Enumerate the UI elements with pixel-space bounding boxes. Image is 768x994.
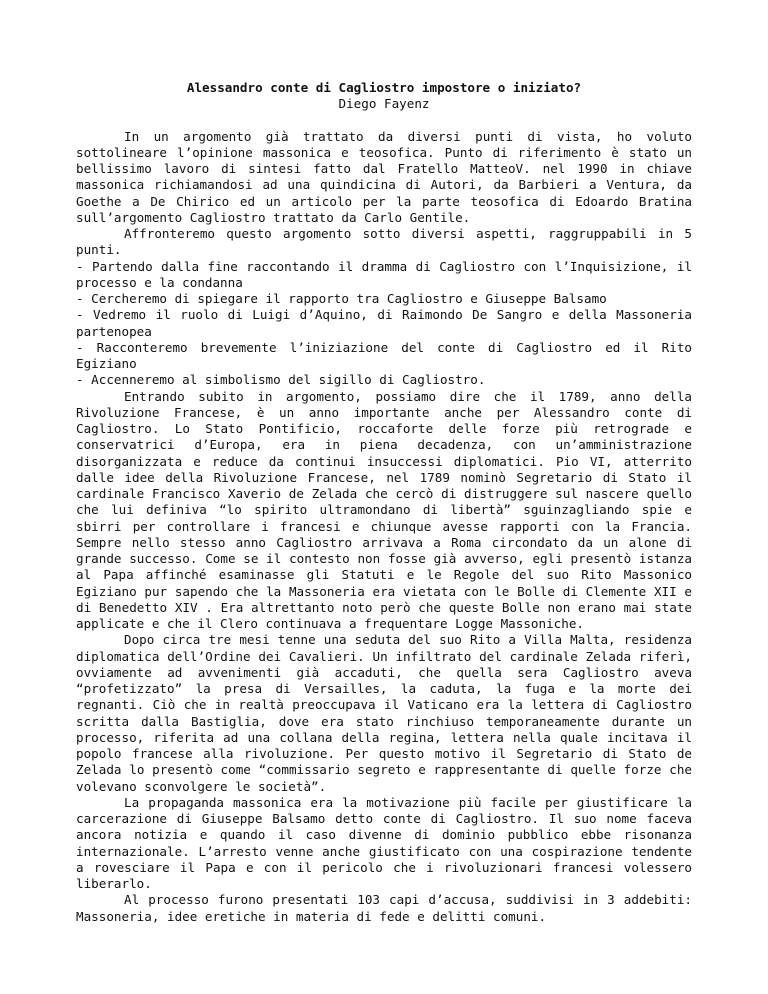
paragraph-body: La propaganda massonica era la motivazione più facile per giustificare la carcerazione di Giuseppe Balsamo detto conte di Cagliostro. Il suo nome faceva ancora notizia e quando il caso divenne di dominio pubblico ebbe risonanza internazionale. L’arresto venne anche giustificato con una cospirazione tendente a rovesciare il Papa e con il pericolo che i rivoluzionari francesi volessero liberarlo. [76, 794, 692, 891]
outline-point: - Accenneremo al simbolismo del sigillo di Cagliostro. [76, 372, 486, 388]
paragraph-outline-intro: Affronteremo questo argomento sotto diversi aspetti, raggruppabili in 5 punti. [76, 226, 692, 258]
outline-point: - Racconteremo brevemente l’iniziazione del conte di Cagliostro ed il Rito Egiziano [76, 339, 692, 371]
outline-point: - Vedremo il ruolo di Luigi d’Aquino, di Raimondo De Sangro e della Massoneria partenopea [76, 307, 692, 339]
document-author: Diego Fayenz [338, 96, 430, 112]
paragraph-intro: In un argomento già trattato da diversi punti di vista, ho voluto sottolineare l’opinione massonica e teosofica. Punto di riferimento è stato un bellissimo lavoro di sintesi fatto dal Fratello MatteoV. nel 1990 in chiave massonica richiamandosi ad una quindicina di Autori, da Barbieri a Ventura, da Goethe a De Chirico ed un articolo per la parte teosofica di Edoardo Bratina sull’argomento Cagliostro trattato da Carlo Gentile. [76, 128, 692, 225]
outline-point: - Cercheremo di spiegare il rapporto tra Cagliostro e Giuseppe Balsamo [76, 291, 607, 306]
paragraph-body: Dopo circa tre mesi tenne una seduta del suo Rito a Villa Malta, residenza diplomatica dell’Ordine dei Cavalieri. Un infiltrato del cardinale Zelada riferì, ovviamente ad avvenimenti già accaduti, che quella sera Cagliostro aveva “profetizzato” la presa di Versailles, la caduta, la fuga e la morte dei regnanti. Ciò che in realtà preoccupava il Vaticano era la lettera di Cagliostro scritta dalla Bastiglia, dove era stato rinchiuso temporaneamente durante un processo, riferita ad una collana della regina, lettera nella quale incitava il popolo francese alla rivoluzione. Per questo motivo il Segretario di Stato de Zelada lo presentò come “commissario segreto e rappresentante di quelle forze che volevano sconvolgere le società”. [76, 632, 692, 794]
document-page [76, 80, 692, 925]
outline-point: - Partendo dalla fine raccontando il dramma di Cagliostro con l’Inquisizione, il processo e la condanna [76, 258, 692, 290]
paragraph-body: Entrando subito in argomento, possiamo dire che il 1789, anno della Rivoluzione Francese, è un anno importante anche per Alessandro conte di Cagliostro. Lo Stato Pontificio, roccaforte delle forze più retrograde e conservatrici d’Europa, era in piena decadenza, con un’amministrazione disorganizzata e reduce da continui insuccessi diplomatici. Pio VI, atterrito dalle idee della Rivoluzione Francese, nel 1789 nominò Segretario di Stato il cardinale Francisco Xaverio de Zelada che cercò di distruggere sul nascere quello che lui definiva “lo spirito ultramondano di libertà” sguinzagliando spie e sbirri per controllare i francesi e chiunque avesse rapporti con la Francia. Sempre nello stesso anno Cagliostro arrivava a Roma circondato da un alone di grande successo. Come se il contesto non fosse già avverso, egli presentò istanza al Papa affinché esaminasse gli Statuti e le Regole del suo Rito Massonico Egiziano pur sapendo che la Massoneria era vietata con le Bolle di Clemente XII e di Benedetto XIV . Era altrettanto noto però che queste Bolle non erano mai state applicate e che il Clero continuava a frequentare Logge Massoniche. [76, 388, 692, 631]
document-title: Alessandro conte di Cagliostro impostore o iniziato? [186, 80, 582, 95]
paragraph-body: Al processo furono presentati 103 capi d’accusa, suddivisi in 3 addebiti: Massoneria, idee eretiche in materia di fede e delitti comuni. [76, 892, 692, 924]
